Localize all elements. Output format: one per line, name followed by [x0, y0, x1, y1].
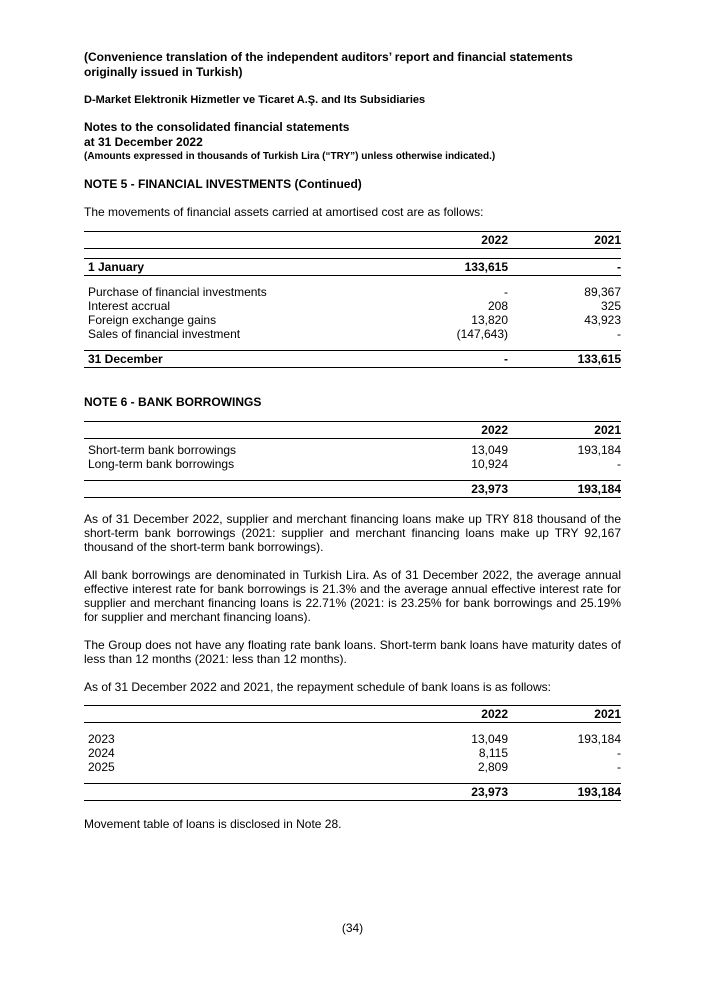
- amounts-note: (Amounts expressed in thousands of Turkish Lira (“TRY”) unless otherwise indicated.): [84, 151, 496, 162]
- value-2021: -: [617, 457, 621, 471]
- row-label: 2025: [88, 760, 115, 774]
- row-label: Foreign exchange gains: [88, 313, 217, 327]
- document-page: [84, 50, 621, 831]
- table-header-row: [84, 706, 621, 723]
- value-2022: 13,049: [471, 732, 508, 746]
- note6-paragraph-interest-rates: All bank borrowings are denominated in Turkish Lira. As of 31 December 2022, the average annual effective interest rate for bank borrowings is 21.3% and the average annual effective interest rate for supplier and merchant financing loans is 22.71% (2021: is 23.25% for bank borrowings and 25.19% for supplier and merchant financing loans).: [84, 568, 621, 624]
- value-2021: -: [617, 746, 621, 760]
- value-2021: 43,923: [584, 313, 621, 327]
- value-2022: (147,643): [456, 327, 508, 341]
- table-row: [84, 327, 621, 341]
- value-2021: -: [617, 760, 621, 774]
- value-2021: 133,615: [508, 351, 621, 368]
- opening-balance-row: [84, 259, 621, 276]
- value-2021: -: [617, 327, 621, 341]
- row-label: Long-term bank borrowings: [88, 457, 235, 471]
- table-row: [84, 457, 621, 471]
- value-2022: 133,615: [428, 259, 508, 276]
- company-name: D-Market Elektronik Hizmetler ve Ticaret A.Ş. and Its Subsidiaries: [84, 94, 426, 106]
- statement-date: at 31 December 2022: [84, 135, 203, 149]
- total-2022: 23,973: [428, 481, 508, 498]
- table-row: [84, 299, 621, 313]
- value-2021: 325: [600, 299, 621, 313]
- table-row: [84, 443, 621, 457]
- note5-movement-table: [84, 231, 621, 368]
- value-2022: 13,049: [471, 443, 508, 457]
- value-2021: 193,184: [577, 732, 621, 746]
- total-2022: 23,973: [428, 784, 508, 801]
- note6-title: NOTE 6 - BANK BORROWINGS: [84, 395, 262, 409]
- row-label: 2024: [88, 746, 115, 760]
- table-header-row: [84, 422, 621, 439]
- row-label: 31 December: [84, 351, 428, 368]
- repayment-schedule-table: [84, 705, 621, 801]
- value-2021: -: [508, 259, 621, 276]
- value-2022: 208: [487, 299, 508, 313]
- row-label: Purchase of financial investments: [88, 285, 267, 299]
- total-row: [84, 784, 621, 801]
- note6-paragraph-floating-rate: The Group does not have any floating rate bank loans. Short-term bank loans have maturity dates of less than 12 months (2021: less than 12 months).: [84, 638, 621, 666]
- row-label: 1 January: [84, 259, 428, 276]
- convenience-translation-note: (Convenience translation of the independent auditors’ report and financial statements originally issued in Turkish): [84, 50, 573, 79]
- value-2022: -: [504, 285, 508, 299]
- closing-balance-row: [84, 351, 621, 368]
- value-2022: -: [428, 351, 508, 368]
- column-header-2021: 2021: [508, 232, 621, 249]
- value-2022: 8,115: [478, 746, 508, 760]
- row-label: Short-term bank borrowings: [88, 443, 237, 457]
- total-row: [84, 481, 621, 498]
- column-header-2022: 2022: [428, 706, 508, 723]
- value-2022: 10,924: [471, 457, 508, 471]
- table-header-row: [84, 232, 621, 249]
- column-header-2021: 2021: [508, 706, 621, 723]
- note5-title: NOTE 5 - FINANCIAL INVESTMENTS (Continued): [84, 177, 362, 191]
- note6-paragraph-financing: As of 31 December 2022, supplier and merchant financing loans make up TRY 818 thousand of the short-term bank borrowings (2021: supplier and merchant financing loans make up TRY 92,167 thousand of the short-term bank borrowings).: [84, 512, 621, 554]
- column-header-2022: 2022: [428, 422, 508, 439]
- repayment-schedule-intro: As of 31 December 2022 and 2021, the repayment schedule of bank loans is as follows:: [84, 680, 551, 694]
- notes-title: Notes to the consolidated financial statements: [84, 120, 350, 134]
- table-row: [84, 732, 621, 746]
- value-2022: 2,809: [477, 760, 508, 774]
- row-label: Sales of financial investment: [88, 327, 241, 341]
- column-header-2022: 2022: [428, 232, 508, 249]
- column-header-2021: 2021: [508, 422, 621, 439]
- row-label: 2023: [88, 732, 115, 746]
- total-2021: 193,184: [508, 481, 621, 498]
- table-row: [84, 313, 621, 327]
- table-row: [84, 746, 621, 760]
- table-row: [84, 285, 621, 299]
- value-2022: 13,820: [471, 313, 508, 327]
- loans-movement-note: Movement table of loans is disclosed in Note 28.: [84, 817, 342, 831]
- value-2021: 193,184: [577, 443, 621, 457]
- note5-intro: The movements of financial assets carried at amortised cost are as follows:: [84, 205, 484, 219]
- note6-borrowings-table: [84, 421, 621, 498]
- total-2021: 193,184: [508, 784, 621, 801]
- table-row: [84, 760, 621, 774]
- page-number: (34): [341, 921, 364, 935]
- row-label: Interest accrual: [88, 299, 171, 313]
- value-2021: 89,367: [584, 285, 621, 299]
